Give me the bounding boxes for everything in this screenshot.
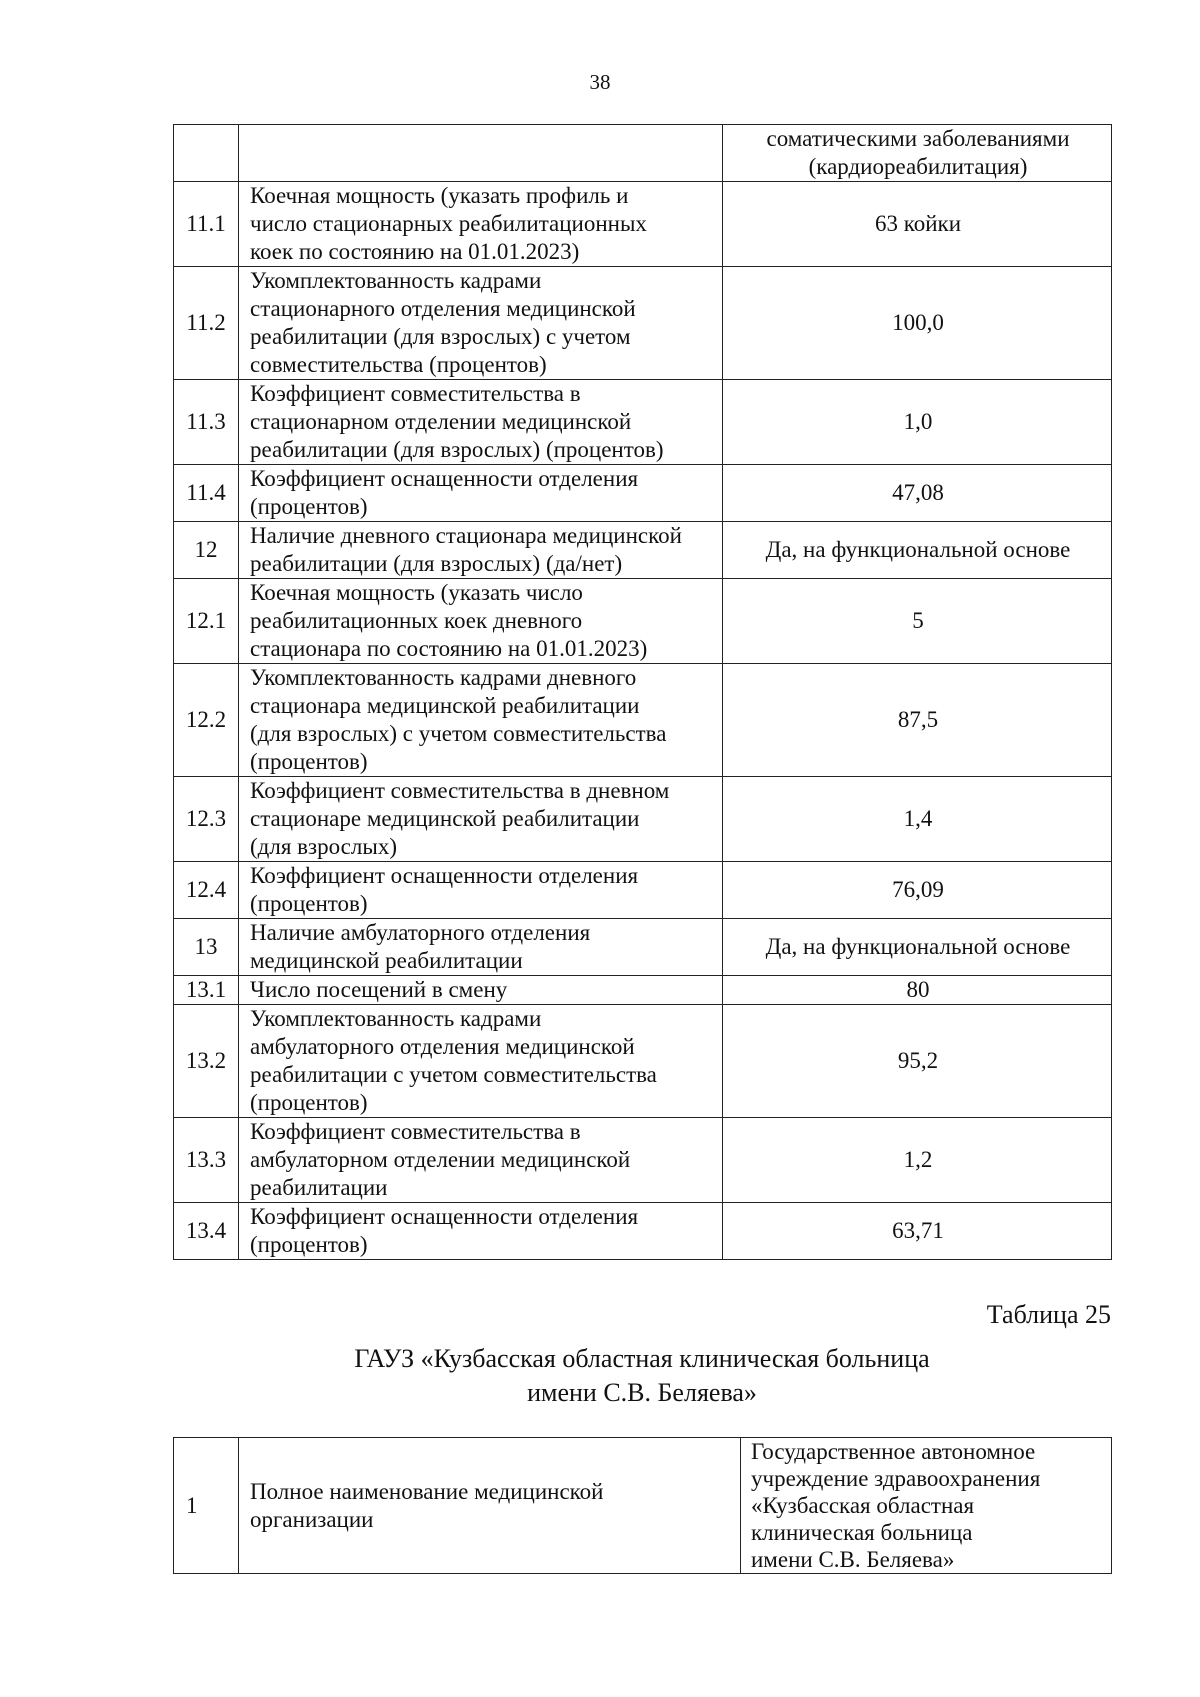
row-value-cell: Да, на функциональной основе	[723, 919, 1112, 976]
row-value-cell: 1,4	[723, 777, 1112, 862]
row-value-cell: Государственное автономное учреждение здравоохранения «Кузбасская областная клиническая больница имени С.В. Беляева»	[741, 1438, 1112, 1574]
row-description-cell: Коэффициент оснащенности отделения (процентов)	[239, 1203, 723, 1260]
row-number-cell: 12.3	[174, 777, 239, 862]
organization-table	[173, 1437, 1112, 1574]
table-row	[174, 522, 1112, 579]
row-value-cell: Да, на функциональной основе	[723, 522, 1112, 579]
row-value-cell: 1,2	[723, 1118, 1112, 1203]
row-number-cell: 13.1	[174, 976, 239, 1005]
table-row	[174, 1118, 1112, 1203]
row-number-cell: 13	[174, 919, 239, 976]
row-description-cell: Число посещений в смену	[239, 976, 723, 1005]
table-row	[174, 664, 1112, 777]
row-value-cell: 76,09	[723, 862, 1112, 919]
row-number-cell: 12.4	[174, 862, 239, 919]
table-row	[174, 182, 1112, 267]
indicators-table-body	[174, 125, 1112, 1260]
table-row	[174, 862, 1112, 919]
table-row	[174, 1438, 1112, 1574]
row-number-cell: 13.2	[174, 1005, 239, 1118]
row-value-cell: соматическими заболеваниями (кардиореабилитация)	[723, 125, 1112, 182]
table-row	[174, 465, 1112, 522]
row-value-cell: 100,0	[723, 267, 1112, 380]
organization-table-body	[174, 1438, 1112, 1574]
row-number-cell: 1	[174, 1438, 239, 1574]
row-number-cell	[174, 125, 239, 182]
indicators-table	[173, 124, 1112, 1260]
table-row	[174, 125, 1112, 182]
row-number-cell: 11.2	[174, 267, 239, 380]
row-description-cell: Коэффициент совместительства в амбулаторном отделении медицинской реабилитации	[239, 1118, 723, 1203]
row-description-cell: Коэффициент оснащенности отделения (процентов)	[239, 862, 723, 919]
row-number-cell: 11.4	[174, 465, 239, 522]
row-number-cell: 13.4	[174, 1203, 239, 1260]
row-description-cell: Наличие дневного стационара медицинской реабилитации (для взрослых) (да/нет)	[239, 522, 723, 579]
row-description-cell: Коечная мощность (указать число реабилитационных коек дневного стационара по состоянию на 01.01.2023)	[239, 579, 723, 664]
row-value-cell: 5	[723, 579, 1112, 664]
row-description-cell: Укомплектованность кадрами стационарного отделения медицинской реабилитации (для взрослых) с учетом совместительства (процентов)	[239, 267, 723, 380]
table-caption: Таблица 25	[986, 1300, 1111, 1329]
row-description-cell: Укомплектованность кадрами амбулаторного отделения медицинской реабилитации с учетом совместительства (процентов)	[239, 1005, 723, 1118]
table-row	[174, 267, 1112, 380]
row-description-cell: Коэффициент совместительства в дневном стационаре медицинской реабилитации (для взрослых)	[239, 777, 723, 862]
table-title: ГАУЗ «Кузбасская областная клиническая больница имени С.В. Беляева»	[354, 1344, 930, 1407]
table-row	[174, 579, 1112, 664]
row-value-cell: 63,71	[723, 1203, 1112, 1260]
row-value-cell: 80	[723, 976, 1112, 1005]
row-description-cell: Коэффициент оснащенности отделения (процентов)	[239, 465, 723, 522]
table-row	[174, 380, 1112, 465]
row-number-cell: 11.3	[174, 380, 239, 465]
row-value-cell: 47,08	[723, 465, 1112, 522]
table-row	[174, 919, 1112, 976]
row-number-cell: 12.1	[174, 579, 239, 664]
row-description-cell: Наличие амбулаторного отделения медицинской реабилитации	[239, 919, 723, 976]
row-description-cell: Полное наименование медицинской организации	[239, 1438, 741, 1574]
row-number-cell: 11.1	[174, 182, 239, 267]
row-number-cell: 13.3	[174, 1118, 239, 1203]
row-description-cell: Коэффициент совместительства в стационарном отделении медицинской реабилитации (для взрослых) (процентов)	[239, 380, 723, 465]
page-number: 38	[589, 70, 611, 94]
row-description-cell: Укомплектованность кадрами дневного стационара медицинской реабилитации (для взрослых) с учетом совместительства (процентов)	[239, 664, 723, 777]
row-description-cell: Коечная мощность (указать профиль и число стационарных реабилитационных коек по состоянию на 01.01.2023)	[239, 182, 723, 267]
table-row	[174, 976, 1112, 1005]
row-number-cell: 12.2	[174, 664, 239, 777]
row-value-cell: 1,0	[723, 380, 1112, 465]
table-row	[174, 1005, 1112, 1118]
row-description-cell	[239, 125, 723, 182]
table-row	[174, 1203, 1112, 1260]
row-number-cell: 12	[174, 522, 239, 579]
row-value-cell: 63 койки	[723, 182, 1112, 267]
row-value-cell: 87,5	[723, 664, 1112, 777]
table-row	[174, 777, 1112, 862]
row-value-cell: 95,2	[723, 1005, 1112, 1118]
